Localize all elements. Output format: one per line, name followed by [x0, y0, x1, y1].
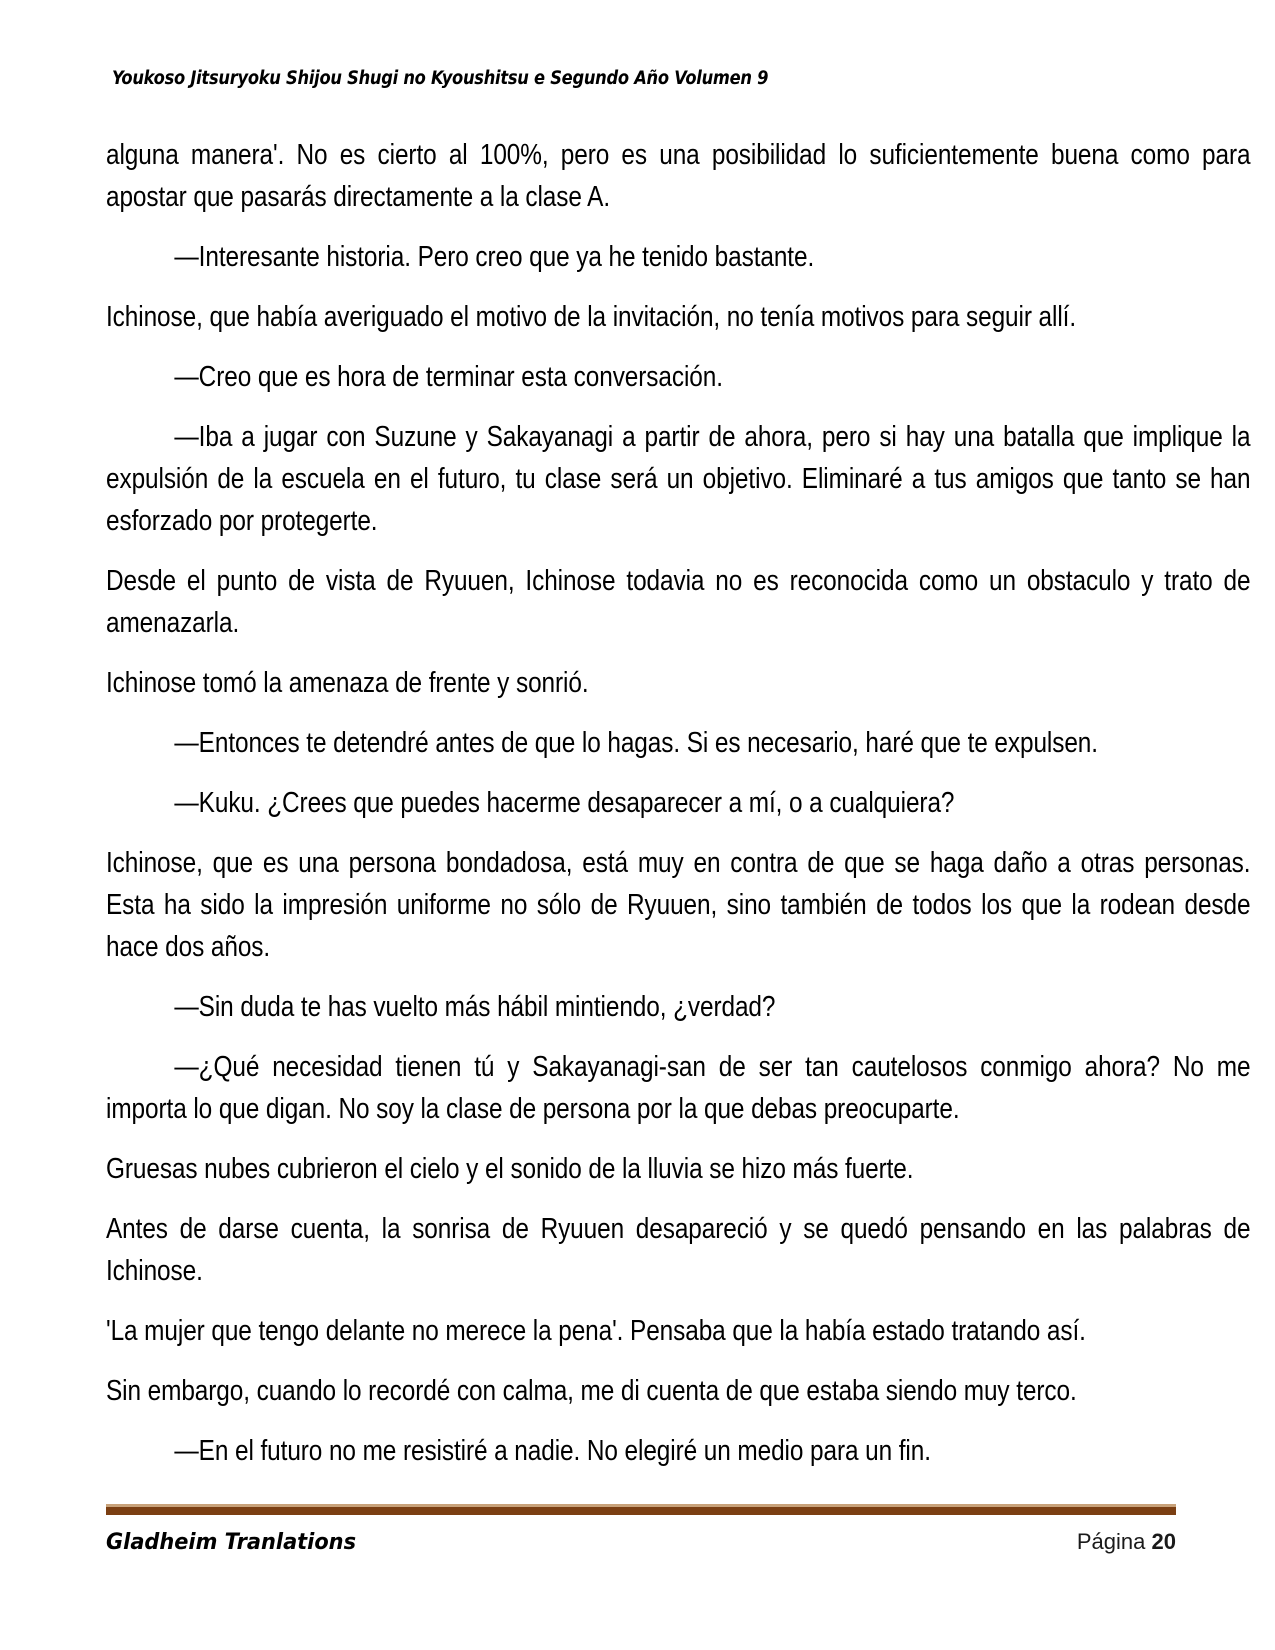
footer-divider-rule — [106, 1504, 1176, 1515]
dialogue-paragraph: —Interesante historia. Pero creo que ya he tenido bastante. — [174, 241, 815, 273]
footer-rule-thick — [106, 1507, 1176, 1515]
dialogue-paragraph: —Iba a jugar con Suzune y Sakayanagi a partir de ahora, pero si hay una batalla que implique la expulsión de la escuela en el futuro, tu clase será un objetivo. Eliminaré a tus amigos que tanto se han esforzado por protegerte. — [106, 421, 1251, 537]
dialogue-paragraph: —¿Qué necesidad tienen tú y Sakayanagi-san de ser tan cautelosos conmigo ahora? No me importa lo que digan. No soy la clase de persona por la que debas preocuparte. — [106, 1051, 1251, 1125]
header-title: Youkoso Jitsuryoku Shijou Shugi no Kyoushitsu e Segundo Año Volumen 9 — [112, 68, 769, 89]
body-paragraph: alguna manera'. No es cierto al 100%, pero es una posibilidad lo suficientemente buena como para apostar que pasarás directamente a la clase A. — [106, 139, 1251, 213]
footer-row — [106, 1529, 1176, 1555]
dialogue-paragraph: —Kuku. ¿Crees que puedes hacerme desaparecer a mí, o a cualquiera? — [174, 787, 955, 819]
dialogue-paragraph: —Entonces te detendré antes de que lo hagas. Si es necesario, haré que te expulsen. — [174, 727, 1098, 759]
footer-page-number: 20 — [1151, 1529, 1176, 1554]
body-paragraph: Gruesas nubes cubrieron el cielo y el sonido de la lluvia se hizo más fuerte. — [106, 1153, 914, 1185]
document-body — [106, 134, 1251, 1472]
body-paragraph: 'La mujer que tengo delante no merece la pena'. Pensaba que la había estado tratando así. — [106, 1315, 1086, 1347]
footer-page-label: Página — [1076, 1529, 1146, 1554]
body-paragraph: Antes de darse cuenta, la sonrisa de Ryuuen desapareció y se quedó pensando en las palabras de Ichinose. — [106, 1213, 1251, 1287]
body-paragraph: Ichinose, que había averiguado el motivo de la invitación, no tenía motivos para seguir allí. — [106, 301, 1077, 333]
page-header — [112, 68, 1167, 96]
dialogue-paragraph: —Sin duda te has vuelto más hábil mintiendo, ¿verdad? — [174, 991, 776, 1023]
dialogue-paragraph: —Creo que es hora de terminar esta conversación. — [174, 361, 723, 393]
footer-page-indicator — [1077, 1529, 1176, 1555]
page-footer — [106, 1504, 1176, 1555]
dialogue-paragraph: —En el futuro no me resistiré a nadie. No elegiré un medio para un fin. — [174, 1435, 931, 1467]
body-paragraph: Desde el punto de vista de Ryuuen, Ichinose todavia no es reconocida como un obstaculo y trato de amenazarla. — [106, 565, 1251, 639]
body-paragraph: Sin embargo, cuando lo recordé con calma, me di cuenta de que estaba siendo muy terco. — [106, 1375, 1077, 1407]
body-paragraph: Ichinose tomó la amenaza de frente y sonrió. — [106, 667, 589, 699]
footer-translator-credit: Gladheim Tranlations — [106, 1530, 357, 1555]
body-paragraph: Ichinose, que es una persona bondadosa, está muy en contra de que se haga daño a otras personas. Esta ha sido la impresión uniforme no sólo de Ryuuen, sino también de todos los que la rodean desde hace dos años. — [106, 847, 1251, 963]
